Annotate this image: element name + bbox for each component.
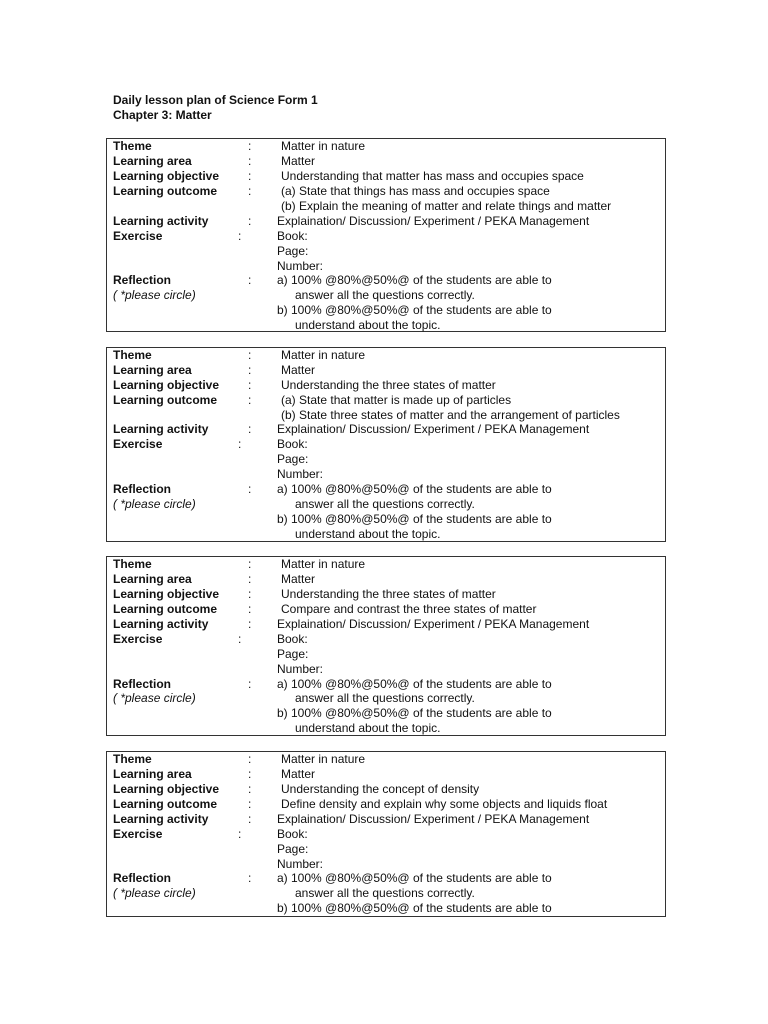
colon: : [248,139,252,153]
please-circle-note: ( *please circle) [113,497,196,511]
lesson-plan-box-4 [106,751,666,917]
exercise-book: Book: [277,229,308,243]
colon: : [248,393,252,407]
learning-outcome-a: (a) State that things has mass and occupies space [281,184,550,198]
learning-area-label: Learning area [113,154,192,168]
exercise-label: Exercise [113,437,163,451]
learning-activity-value: Explaination/ Discussion/ Experiment / PEKA Management [277,422,590,436]
reflection-a-cont: answer all the questions correctly. [295,691,475,705]
reflection-a: a) 100% @80%@50%@ of the students are able to [277,273,552,287]
learning-objective-label: Learning objective [113,378,220,392]
reflection-a: a) 100% @80%@50%@ of the students are able to [277,871,552,885]
exercise-book: Book: [277,437,308,451]
document-title: Daily lesson plan of Science Form 1 [113,93,318,107]
exercise-page: Page: [277,647,309,661]
colon: : [238,229,242,243]
learning-objective-label: Learning objective [113,169,220,183]
learning-objective-value: Understanding the three states of matter [281,587,496,601]
learning-area-label: Learning area [113,767,192,781]
reflection-label: Reflection [113,482,172,496]
colon: : [238,827,242,841]
learning-area-value: Matter [281,572,316,586]
colon: : [248,482,252,496]
please-circle-note: ( *please circle) [113,288,196,302]
colon: : [248,422,252,436]
reflection-b: b) 100% @80%@50%@ of the students are able to [277,706,552,720]
exercise-label: Exercise [113,229,163,243]
colon: : [248,602,252,616]
colon: : [248,677,252,691]
colon: : [248,363,252,377]
learning-activity-value: Explaination/ Discussion/ Experiment / PEKA Management [277,812,590,826]
learning-outcome-b: (b) State three states of matter and the arrangement of particles [281,408,620,422]
reflection-label: Reflection [113,871,172,885]
lesson-plan-box-2 [106,347,666,542]
colon: : [248,797,252,811]
learning-outcome-label: Learning outcome [113,393,218,407]
learning-area-label: Learning area [113,572,192,586]
exercise-label: Exercise [113,632,163,646]
reflection-b-cont: understand about the topic. [295,318,441,332]
theme-label: Theme [113,139,152,153]
colon: : [248,752,252,766]
learning-outcome-label: Learning outcome [113,184,218,198]
colon: : [248,767,252,781]
reflection-a-cont: answer all the questions correctly. [295,288,475,302]
colon: : [248,557,252,571]
learning-activity-label: Learning activity [113,812,209,826]
reflection-b-cont: understand about the topic. [295,527,441,541]
colon: : [248,617,252,631]
learning-activity-label: Learning activity [113,214,209,228]
colon: : [238,437,242,451]
colon: : [248,871,252,885]
reflection-b: b) 100% @80%@50%@ of the students are able to [277,901,552,915]
colon: : [248,378,252,392]
colon: : [248,572,252,586]
learning-objective-label: Learning objective [113,782,220,796]
learning-activity-label: Learning activity [113,617,209,631]
theme-value: Matter in nature [281,348,366,362]
lesson-plan-box-3 [106,556,666,736]
learning-objective-label: Learning objective [113,587,220,601]
theme-label: Theme [113,348,152,362]
theme-label: Theme [113,752,152,766]
reflection-b-cont: understand about the topic. [295,721,441,735]
colon: : [238,632,242,646]
learning-area-value: Matter [281,154,316,168]
learning-outcome-value: Define density and explain why some objects and liquids float [281,797,608,811]
learning-outcome-value: Compare and contrast the three states of matter [281,602,537,616]
colon: : [248,154,252,168]
colon: : [248,782,252,796]
exercise-number: Number: [277,259,324,273]
exercise-label: Exercise [113,827,163,841]
exercise-number: Number: [277,857,324,871]
colon: : [248,214,252,228]
reflection-b: b) 100% @80%@50%@ of the students are able to [277,303,552,317]
reflection-a-cont: answer all the questions correctly. [295,886,475,900]
exercise-book: Book: [277,827,308,841]
exercise-page: Page: [277,452,309,466]
colon: : [248,348,252,362]
learning-activity-value: Explaination/ Discussion/ Experiment / PEKA Management [277,617,590,631]
learning-area-value: Matter [281,363,316,377]
learning-area-value: Matter [281,767,316,781]
learning-objective-value: Understanding the three states of matter [281,378,496,392]
lesson-plan-box-1 [106,138,666,332]
colon: : [248,169,252,183]
learning-area-label: Learning area [113,363,192,377]
chapter-title: Chapter 3: Matter [113,108,212,122]
theme-value: Matter in nature [281,752,366,766]
learning-outcome-b: (b) Explain the meaning of matter and relate things and matter [281,199,612,213]
exercise-book: Book: [277,632,308,646]
learning-objective-value: Understanding the concept of density [281,782,480,796]
please-circle-note: ( *please circle) [113,691,196,705]
colon: : [248,812,252,826]
reflection-label: Reflection [113,677,172,691]
colon: : [248,273,252,287]
reflection-a-cont: answer all the questions correctly. [295,497,475,511]
exercise-page: Page: [277,842,309,856]
exercise-number: Number: [277,662,324,676]
exercise-number: Number: [277,467,324,481]
learning-outcome-label: Learning outcome [113,797,218,811]
reflection-b: b) 100% @80%@50%@ of the students are able to [277,512,552,526]
reflection-label: Reflection [113,273,172,287]
learning-outcome-a: (a) State that matter is made up of particles [281,393,512,407]
theme-label: Theme [113,557,152,571]
reflection-a: a) 100% @80%@50%@ of the students are able to [277,677,552,691]
learning-objective-value: Understanding that matter has mass and occupies space [281,169,584,183]
document-header [113,93,318,123]
learning-activity-label: Learning activity [113,422,209,436]
learning-activity-value: Explaination/ Discussion/ Experiment / PEKA Management [277,214,590,228]
colon: : [248,587,252,601]
theme-value: Matter in nature [281,139,366,153]
please-circle-note: ( *please circle) [113,886,196,900]
exercise-page: Page: [277,244,309,258]
learning-outcome-label: Learning outcome [113,602,218,616]
theme-value: Matter in nature [281,557,366,571]
reflection-a: a) 100% @80%@50%@ of the students are able to [277,482,552,496]
colon: : [248,184,252,198]
